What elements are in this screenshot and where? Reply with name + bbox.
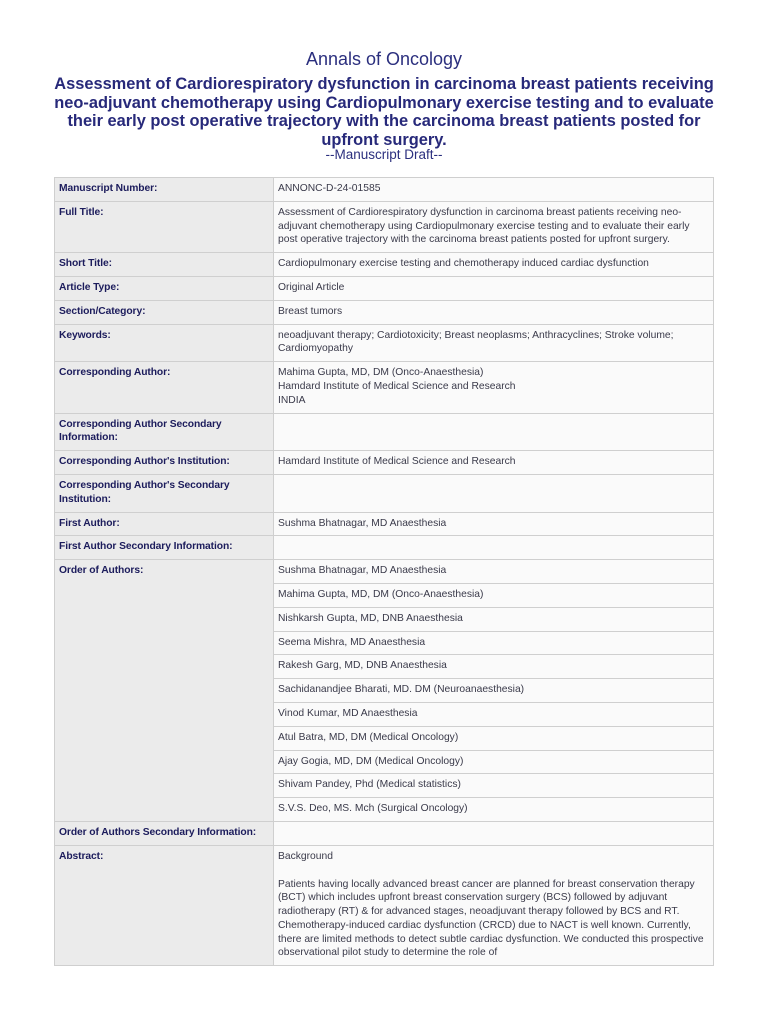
first-author-secondary-value — [274, 536, 714, 560]
table-row — [55, 474, 714, 512]
table-row — [55, 178, 714, 202]
field-label: Order of Authors: — [55, 560, 274, 822]
field-label: Full Title: — [55, 201, 274, 252]
abstract-text: Patients having locally advanced breast cancer are planned for breast conservation therapy (BCT) which includes upfront breast conservation surgery (BCS) followed by adjuvant radiotherapy (RT) & for advanced stages, neoadjuvant therapy followed by BCS and RT. Chemotherapy-induced cardiac dysfunction (CRCD) due to NACT is well known. Currently, there are limited methods to detect subtle cardiac dysfunction. We conducted this prospective observational pilot study to determine the role of — [278, 878, 704, 959]
field-label: Corresponding Author Secondary Information: — [55, 413, 274, 451]
author-entry: Seema Mishra, MD Anaesthesia — [274, 631, 714, 655]
full-title-value: Assessment of Cardiorespiratory dysfunction in carcinoma breast patients receiving neo-adjuvant chemotherapy using Cardiopulmonary exercise testing and to evaluate their early post operative trajectory with the carcinoma breast patients posted for upfront surgery. — [274, 201, 714, 252]
abstract-heading: Background — [278, 850, 333, 862]
table-row — [55, 451, 714, 475]
author-institution: Hamdard Institute of Medical Science and Research — [278, 380, 516, 392]
table-row — [55, 536, 714, 560]
field-label: Order of Authors Secondary Information: — [55, 821, 274, 845]
field-label: First Author: — [55, 512, 274, 536]
table-row — [55, 362, 714, 413]
order-of-authors-secondary-value — [274, 821, 714, 845]
short-title-value: Cardiopulmonary exercise testing and chemotherapy induced cardiac dysfunction — [274, 253, 714, 277]
field-label: Short Title: — [55, 253, 274, 277]
section-category-value: Breast tumors — [274, 300, 714, 324]
abstract-value — [274, 845, 714, 966]
author-entry: Shivam Pandey, Phd (Medical statistics) — [274, 774, 714, 798]
keywords-value: neoadjuvant therapy; Cardiotoxicity; Breast neoplasms; Anthracyclines; Stroke volume; Cardiomyopathy — [274, 324, 714, 362]
first-author-value: Sushma Bhatnagar, MD Anaesthesia — [274, 512, 714, 536]
paragraph-gap — [278, 864, 709, 878]
article-type-value: Original Article — [274, 276, 714, 300]
author-entry: Sushma Bhatnagar, MD Anaesthesia — [274, 560, 714, 584]
corresponding-author-secondary-value — [274, 413, 714, 451]
author-entry: Vinod Kumar, MD Anaesthesia — [274, 702, 714, 726]
table-row — [55, 253, 714, 277]
author-country: INDIA — [278, 394, 306, 406]
manuscript-number-value: ANNONC-D-24-01585 — [274, 178, 714, 202]
table-row — [55, 845, 714, 966]
table-row — [55, 512, 714, 536]
manuscript-info-table — [54, 177, 714, 966]
field-label: Corresponding Author's Institution: — [55, 451, 274, 475]
field-label: Abstract: — [55, 845, 274, 966]
table-row — [55, 300, 714, 324]
table-row — [55, 324, 714, 362]
document-header — [0, 48, 768, 163]
draft-label: --Manuscript Draft-- — [325, 147, 443, 162]
author-entry: S.V.S. Deo, MS. Mch (Surgical Oncology) — [274, 798, 714, 822]
field-label: Section/Category: — [55, 300, 274, 324]
author-entry: Rakesh Garg, MD, DNB Anaesthesia — [274, 655, 714, 679]
table-row — [55, 560, 714, 584]
author-name: Mahima Gupta, MD, DM (Onco-Anaesthesia) — [278, 367, 484, 379]
field-label: Article Type: — [55, 276, 274, 300]
table-row — [55, 276, 714, 300]
journal-name: Annals of Oncology — [305, 49, 463, 69]
field-label: Keywords: — [55, 324, 274, 362]
corresponding-author-value — [274, 362, 714, 413]
table-row — [55, 413, 714, 451]
field-label: Corresponding Author's Secondary Institution: — [55, 474, 274, 512]
corresponding-secondary-institution-value — [274, 474, 714, 512]
author-entry: Ajay Gogia, MD, DM (Medical Oncology) — [274, 750, 714, 774]
manuscript-title: Assessment of Cardiorespiratory dysfunction in carcinoma breast patients receiving neo-adjuvant chemotherapy using Cardiopulmonary exercise testing and to evaluate their early post operative trajectory with the carcinoma breast patients posted for upfront surgery. — [54, 75, 714, 149]
author-entry: Nishkarsh Gupta, MD, DNB Anaesthesia — [274, 607, 714, 631]
corresponding-institution-value: Hamdard Institute of Medical Science and Research — [274, 451, 714, 475]
author-entry: Atul Batra, MD, DM (Medical Oncology) — [274, 726, 714, 750]
table-row — [55, 201, 714, 252]
field-label: Manuscript Number: — [55, 178, 274, 202]
field-label: Corresponding Author: — [55, 362, 274, 413]
author-entry: Mahima Gupta, MD, DM (Onco-Anaesthesia) — [274, 583, 714, 607]
field-label: First Author Secondary Information: — [55, 536, 274, 560]
table-row — [55, 821, 714, 845]
author-entry: Sachidanandjee Bharati, MD. DM (Neuroanaesthesia) — [274, 679, 714, 703]
